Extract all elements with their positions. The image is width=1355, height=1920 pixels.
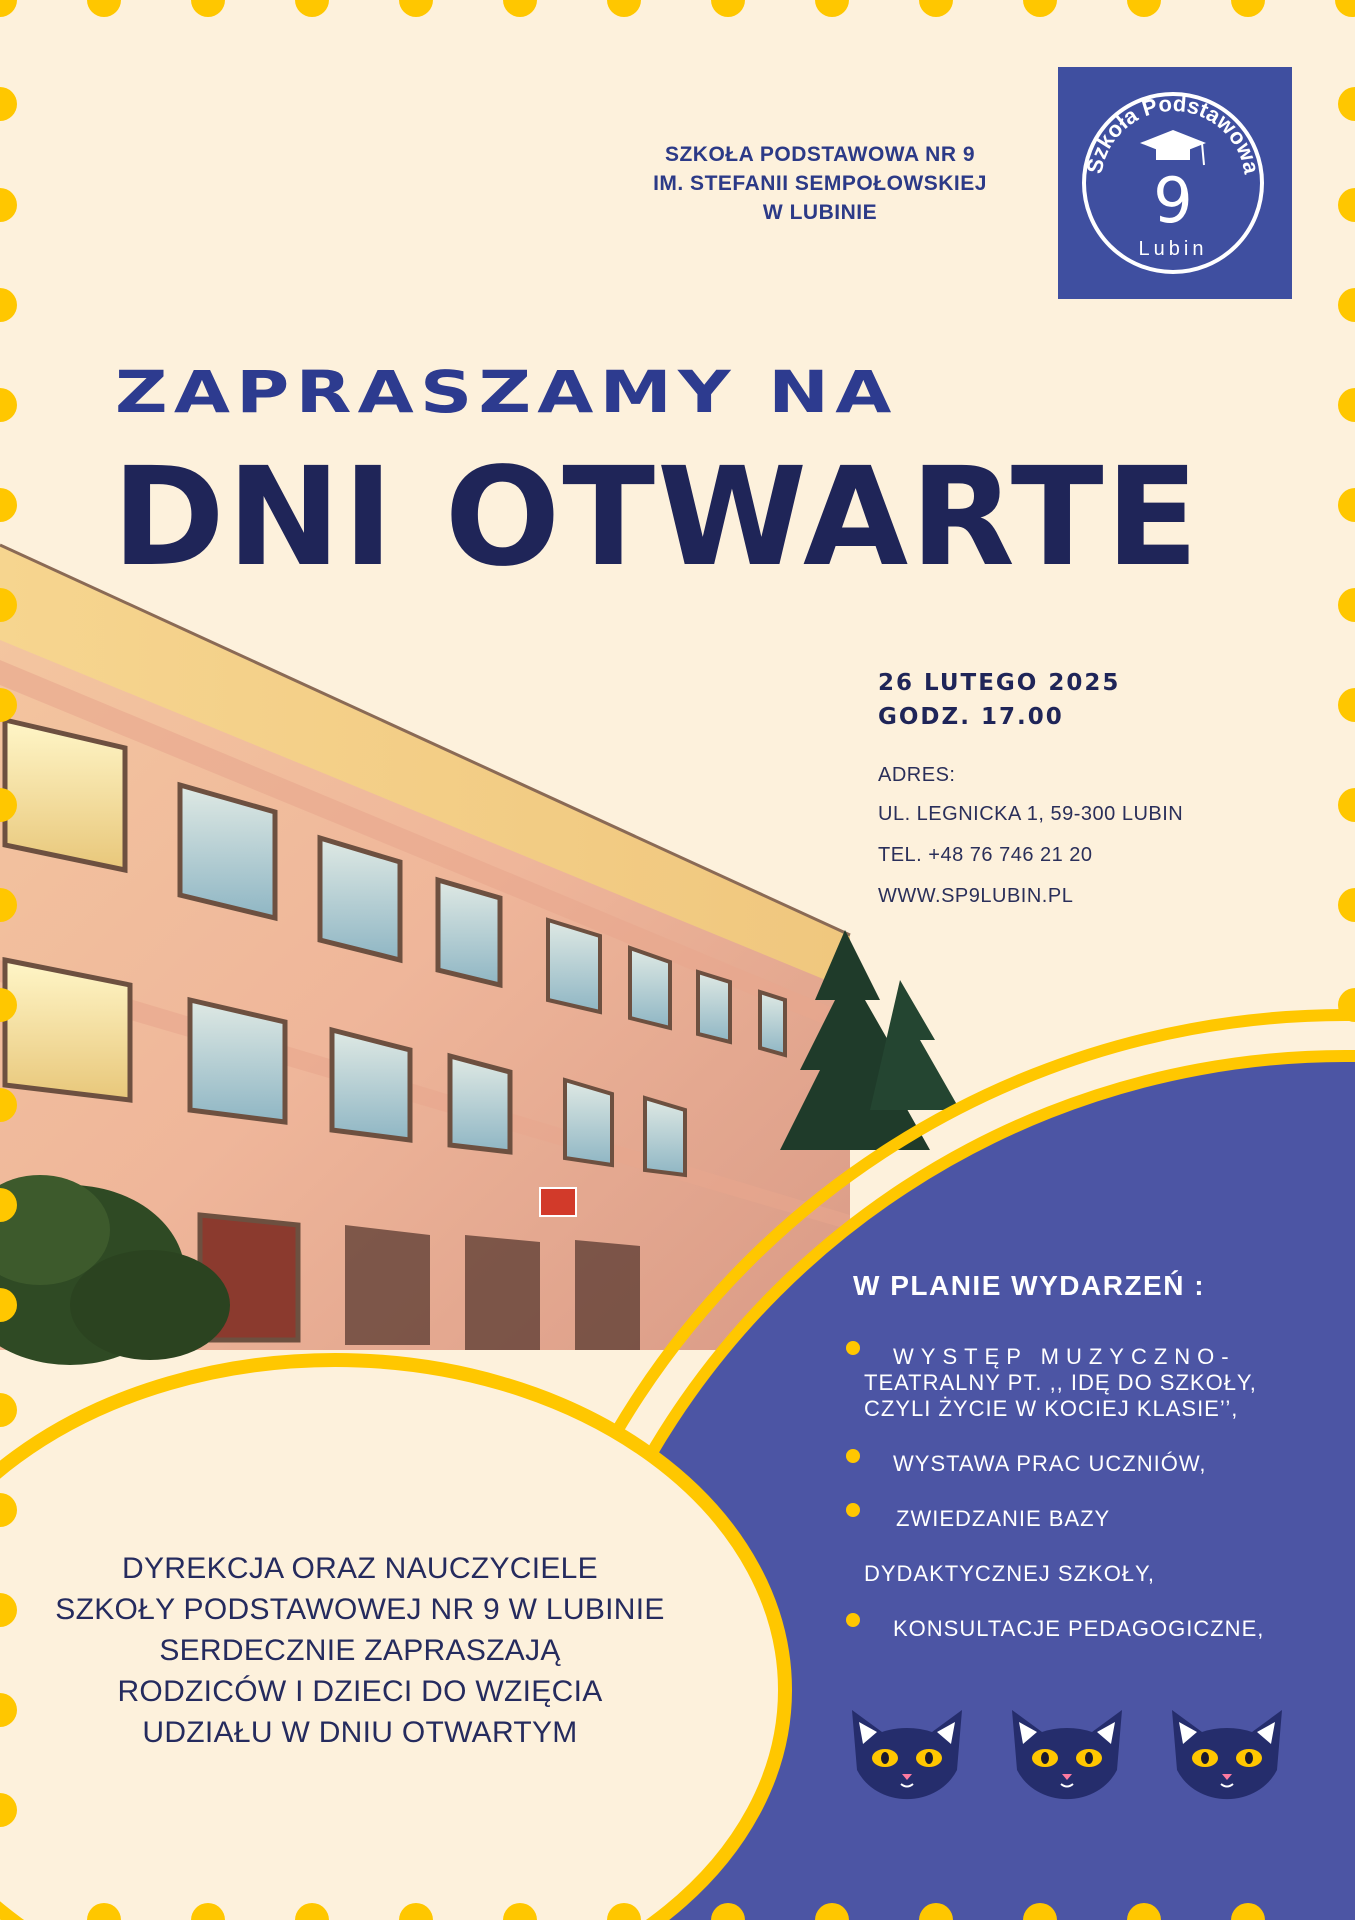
address-street: UL. LEGNICKA 1, 59-300 LUBIN xyxy=(878,803,1184,825)
school-name-line: SZKOŁA PODSTAWOWA NR 9 xyxy=(664,143,976,166)
program-item-1: TEATRALNY PT. ,, IDĘ DO SZKOŁY, xyxy=(864,1370,1257,1395)
main-title: DNI OTWARTE xyxy=(112,439,1201,597)
address-label: ADRES: xyxy=(878,764,956,786)
welcome-line: SZKOŁY PODSTAWOWEJ NR 9 W LUBINIE xyxy=(55,1593,665,1626)
program-item-3: DYDAKTYCZNEJ SZKOŁY, xyxy=(864,1561,1155,1586)
event-time: GODZ. 17.00 xyxy=(878,704,1064,730)
welcome-line: RODZICÓW I DZIECI DO WZIĘCIA xyxy=(117,1675,603,1708)
program-item-2: WYSTAWA PRAC UCZNIÓW, xyxy=(893,1451,1207,1476)
welcome-line: SERDECZNIE ZAPRASZAJĄ xyxy=(159,1634,561,1667)
welcome-line: UDZIAŁU W DNIU OTWARTYM xyxy=(142,1716,578,1749)
address-phone: TEL. +48 76 746 21 20 xyxy=(878,844,1093,866)
school-name xyxy=(600,140,1040,227)
school-name-line: W LUBINIE xyxy=(762,201,878,224)
program-item-1: WYSTĘP MUZYCZNO- xyxy=(893,1344,1236,1369)
program-item-1: CZYLI ŻYCIE W KOCIEJ KLASIE’’, xyxy=(864,1396,1239,1421)
school-name-line: IM. STEFANII SEMPOŁOWSKIEJ xyxy=(653,172,987,195)
welcome-line: DYREKCJA ORAZ NAUCZYCIELE xyxy=(122,1552,598,1585)
program-item-4: KONSULTACJE PEDAGOGICZNE, xyxy=(893,1616,1265,1641)
logo-city: Lubin xyxy=(1138,238,1208,260)
event-date: 26 LUTEGO 2025 xyxy=(878,670,1121,696)
school-logo xyxy=(1058,67,1292,299)
logo-number: 9 xyxy=(1153,164,1193,237)
invite-line: ZAPRASZAMY NA xyxy=(115,358,898,426)
program-item-3: ZWIEDZANIE BAZY xyxy=(896,1506,1111,1531)
logo-arc-text: Szkoła Podstawowa xyxy=(1081,90,1265,176)
address-website: WWW.SP9LUBIN.PL xyxy=(878,885,1074,907)
program-heading: W PLANIE WYDARZEŃ : xyxy=(853,1270,1206,1301)
school-building-photo xyxy=(0,545,960,1365)
welcome-message xyxy=(40,1548,680,1753)
